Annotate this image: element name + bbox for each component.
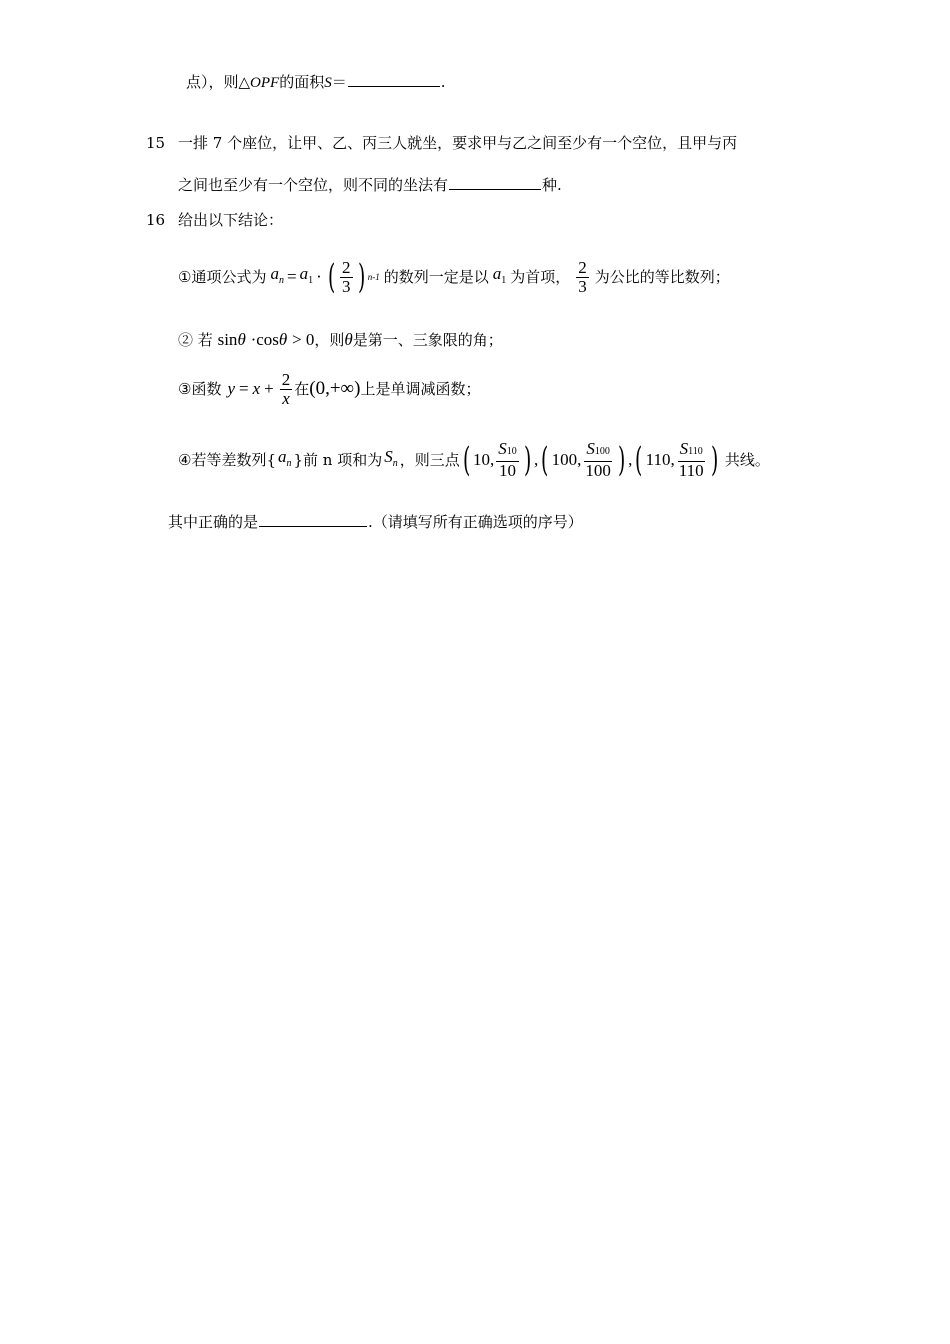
q14-prefix: 点），则△ (186, 73, 251, 91)
point3-lparen: ( (635, 440, 643, 480)
item1-first-term: $a_1$ (492, 263, 507, 286)
q14-line (186, 72, 446, 93)
item1-rparen: ) (357, 257, 365, 297)
q16-number: 16 (146, 211, 166, 229)
q14-svar: S (324, 75, 332, 91)
item1-text-a: 通项公式为 (191, 268, 267, 286)
item4-mark: ④ (178, 451, 192, 469)
item4-a: $a_n$ (278, 446, 292, 469)
q16-answer-line (168, 512, 583, 532)
item3-text-a: 函数 (191, 380, 222, 398)
item1-mark: ① (178, 268, 192, 286)
item4-text-b: }前 n 项和为 (293, 451, 383, 469)
item3-text-c: 上是单调减函数； (360, 380, 481, 398)
item3-x: x (252, 379, 261, 398)
item4-text-c: ，则三点 (399, 451, 460, 469)
point3-x: 110, (645, 450, 675, 469)
item1-text-d: 为公比的等比数列； (594, 268, 730, 286)
item2-theta2: θ (278, 330, 288, 349)
item3-eq: = (239, 379, 249, 398)
item3-fraction: $\frac{2}{x}$ (281, 369, 291, 408)
point2-fraction: $\frac{S100}{100}$ (585, 439, 611, 480)
q16-item1 (178, 252, 730, 302)
q16-answer-blank[interactable] (259, 525, 367, 527)
item1-exponent: n-1 (367, 272, 380, 282)
q16-answer-label: 其中正确的是 (168, 513, 259, 531)
q15-line2 (178, 175, 562, 195)
point1-lparen: ( (462, 440, 471, 480)
item3-y: y (227, 379, 236, 398)
item2-gt: > 0 (292, 330, 315, 349)
q15-line1: 一排 7 个座位，让甲、乙、丙三人就坐，要求甲与乙之间至少有一个空位，且甲与丙 (178, 134, 738, 152)
point2-x: 100, (551, 450, 582, 469)
item4-text-d: 共线。 (724, 451, 770, 469)
item1-lhs: $a_n$ (270, 263, 284, 286)
q15-line2-text: 之间也至少有一个空位，则不同的坐法有 (178, 176, 449, 194)
item3-interval: (0,+∞) (309, 378, 361, 399)
q16-answer-note: .（请填写所有正确选项的序号） (368, 513, 583, 531)
point1-x: 10, (473, 450, 495, 469)
item1-ratio: $\frac{2}{3}$ (578, 257, 587, 296)
point1-fraction: $\frac{S10}{10}$ (498, 439, 517, 480)
item1-text-b: 的数列一定是以 (383, 268, 489, 286)
item2-sin: sin (217, 330, 238, 349)
point3-fraction: $\frac{S110}{110}$ (678, 439, 704, 480)
item3-text-b: 在 (294, 380, 310, 398)
item2-mark: ② (178, 331, 194, 349)
item1-a1: $a_1$ (299, 263, 314, 286)
q14-eq: ＝ (331, 73, 347, 91)
item2-theta3: θ (344, 330, 353, 349)
item1-text-c: 为首项， (510, 268, 571, 286)
comma-1: , (534, 450, 539, 469)
q16-item3 (178, 366, 480, 412)
q14-mid: 的面积 (279, 73, 325, 91)
comma-2: , (628, 450, 633, 469)
item1-eq: = (286, 267, 297, 286)
item2-cos: ·cos (250, 330, 279, 349)
item3-mark: ③ (178, 380, 192, 398)
item4-text-a: 若等差数列{ (191, 451, 276, 469)
point3-rparen: ) (710, 440, 718, 480)
q15-answer-blank[interactable] (449, 188, 541, 190)
q15-line2-end: 种. (542, 176, 562, 194)
q14-answer-blank[interactable] (348, 85, 440, 87)
q16-item4 (178, 432, 770, 488)
item2-text-b: ，则 (314, 331, 345, 349)
point1-rparen: ) (523, 440, 532, 480)
item1-lparen: ( (327, 257, 336, 297)
q16-item2 (178, 330, 503, 350)
item2-theta: θ (237, 330, 246, 349)
item2-text-c: 是第一、三象限的角； (352, 331, 503, 349)
item1-dot: · (316, 267, 322, 286)
q15-number: 15 (146, 134, 166, 152)
point2-rparen: ) (617, 440, 626, 480)
point2-lparen: ( (541, 440, 549, 480)
item2-text-a: 若 (197, 331, 213, 349)
q16-intro: 给出以下结论： (178, 211, 284, 229)
item3-plus: + (264, 379, 274, 398)
item4-s: $S_n$ (384, 446, 398, 469)
q14-var: OPF (250, 75, 280, 91)
q14-end: . (440, 73, 446, 91)
item1-fraction: $\frac{2}{3}$ (342, 257, 351, 296)
